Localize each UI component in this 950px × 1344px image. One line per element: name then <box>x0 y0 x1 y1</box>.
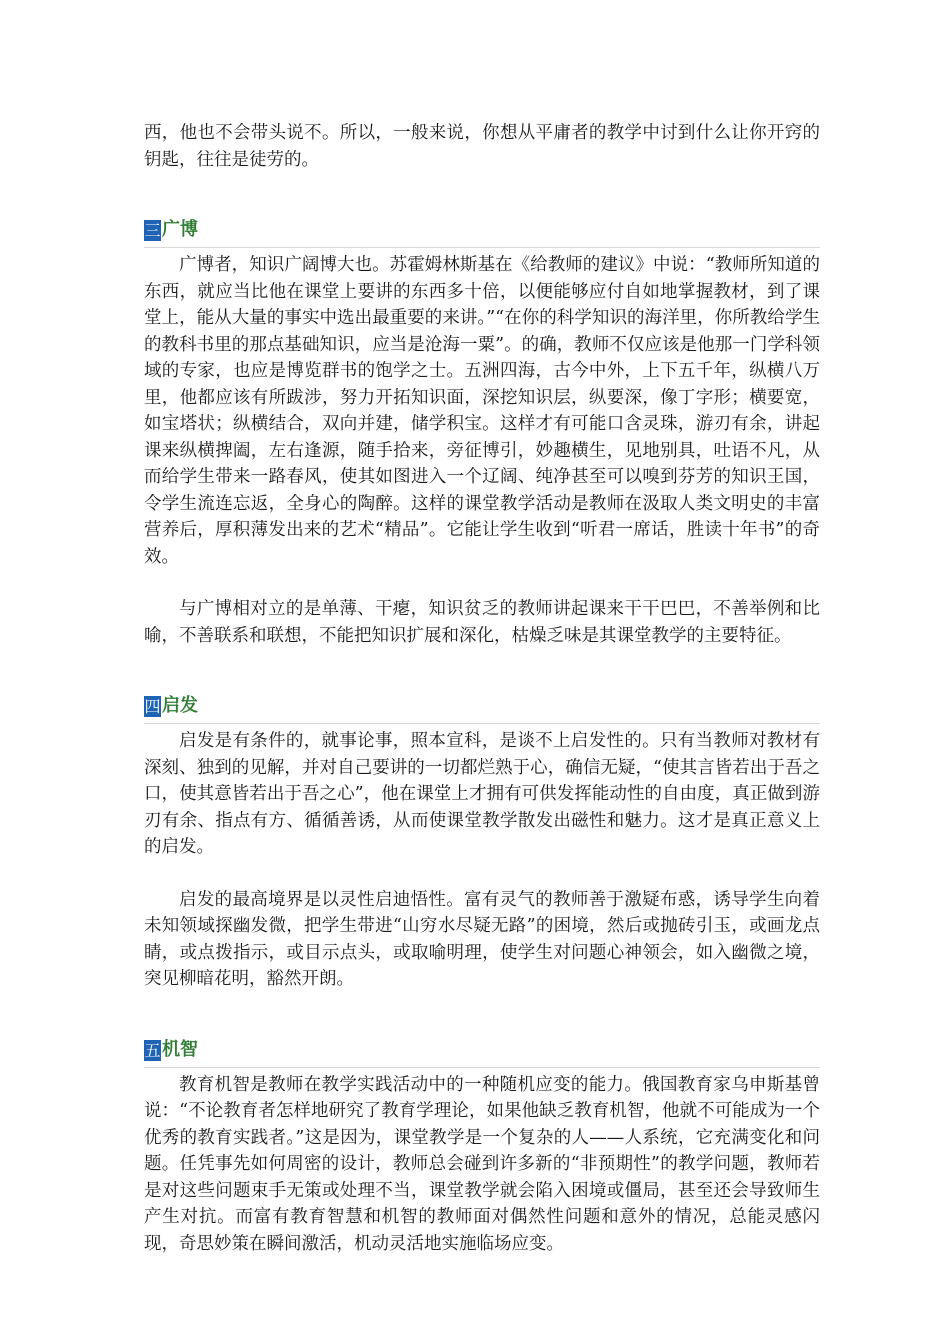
intro-paragraph: 西，他也不会带头说不。所以，一般来说，你想从平庸者的教学中讨到什么让你开窍的钥匙，往往是徒劳的。 <box>144 123 820 170</box>
section-paragraph: 启发是有条件的，就事论事，照本宣科，是谈不上启发性的。只有当教师对教材有深刻、独到的见解，并对自己要讲的一切都烂熟于心，确信无疑，“使其言皆若出于吾之口，使其意皆若出于吾之心”，他在课堂上才拥有可供发挥能动性的自由度，真正做到游刃有余、指点有方、循循善诱，从而使课堂教学散发出磁性和魅力。这才是真正意义上的启发。 <box>144 731 820 857</box>
section-title: 启发 <box>162 695 198 716</box>
heading-divider <box>144 723 820 724</box>
section-heading <box>144 211 820 241</box>
section-title: 广博 <box>162 219 198 240</box>
section-paragraph: 广博者，知识广阔博大也。苏霍姆林斯基在《给教师的建议》中说：“教师所知道的东西，就应当比他在课堂上要讲的东西多十倍，以便能够应付自如地掌握教材，到了课堂上，能从大量的事实中选出最重要的来讲。”“在你的科学知识的海洋里，你所教给学生的教科书里的那点基础知识，应当是沧海一粟”。的确，教师不仅应该是他那一门学科领域的专家，也应是博览群书的饱学之士。五洲四海，古今中外，上下五千年，纵横八万里，他都应该有所跋涉，努力开拓知识面，深挖知识层，纵要深，像丁字形；横要宽，如宝塔状；纵横结合，双向并建，储学积宝。这样才有可能口含灵珠，游刃有余，讲起课来纵横捭阖，左右逢源，随手拾来，旁征博引，妙趣横生，见地别具，吐语不凡，从而给学生带来一路春风，使其如图进入一个辽阔、纯净甚至可以嗅到芬芳的知识王国，令学生流连忘返，全身心的陶醉。这样的课堂教学活动是教师在汲取人类文明史的丰富营养后，厚积薄发出来的艺术“精品”。它能让学生收到“听君一席话，胜读十年书”的奇效。 <box>144 255 820 567</box>
section-number-badge: 五 <box>144 1040 161 1060</box>
section-paragraph: 与广博相对立的是单薄、干瘪，知识贫乏的教师讲起课来干干巴巴，不善举例和比喻，不善联系和联想，不能把知识扩展和深化，枯燥乏味是其课堂教学的主要特征。 <box>144 599 820 646</box>
section-paragraph: 启发的最高境界是以灵性启迪悟性。富有灵气的教师善于激疑布惑，诱导学生向着未知领域探幽发微，把学生带进“山穷水尽疑无路”的困境，然后或抛砖引玉，或画龙点睛，或点拨指示，或目示点头，或取喻明理，使学生对问题心神领会，如入幽微之境，突见柳暗花明，豁然开朗。 <box>144 889 820 989</box>
section-title: 机智 <box>162 1038 198 1060</box>
section-jizhi <box>144 1031 820 1258</box>
section-guangbo <box>144 211 820 649</box>
section-number-badge: 三 <box>144 221 161 240</box>
heading-divider <box>144 1067 820 1068</box>
heading-divider <box>144 247 820 248</box>
section-number-badge: 四 <box>144 697 161 716</box>
section-qifa <box>144 687 820 993</box>
section-heading <box>144 1031 820 1061</box>
section-heading <box>144 687 820 717</box>
document-page <box>144 120 820 1257</box>
section-paragraph: 教育机智是教师在教学实践活动中的一种随机应变的能力。俄国教育家乌申斯基曾说：“不论教育者怎样地研究了教育学理论，如果他缺乏教育机智，他就不可能成为一个优秀的教育实践者。”这是因为，课堂教学是一个复杂的人——人系统，它充满变化和问题。任凭事先如何周密的设计，教师总会碰到许多新的“非预期性”的教学问题，教师若是对这些问题束手无策或处理不当，课堂教学就会陷入困境或僵局，甚至还会导致师生产生对抗。而富有教育智慧和机智的教师面对偶然性问题和意外的情况，总能灵感闪现，奇思妙策在瞬间激活，机动灵活地实施临场应变。 <box>144 1074 820 1254</box>
